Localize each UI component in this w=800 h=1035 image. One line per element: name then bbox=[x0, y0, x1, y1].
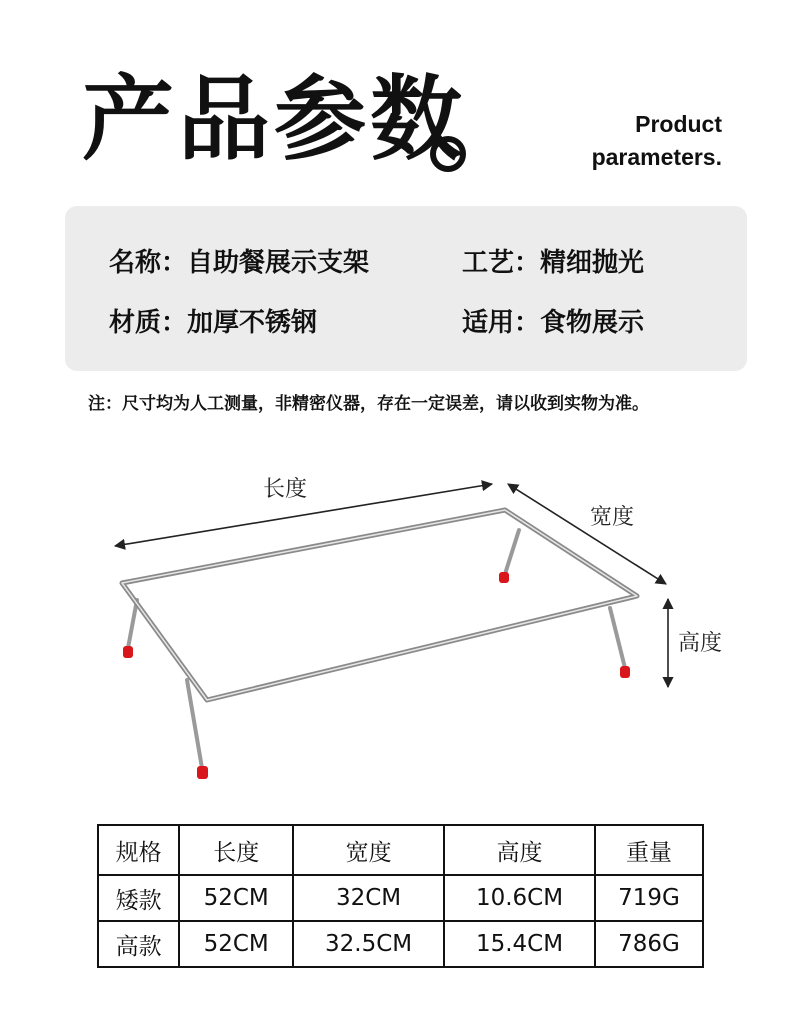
param-material-value: 加厚不锈钢 bbox=[187, 308, 318, 338]
param-name-value: 自助餐展示支架 bbox=[187, 248, 370, 278]
param-craft-value: 精细抛光 bbox=[540, 248, 645, 278]
table-header-cell: 重量 bbox=[595, 825, 703, 875]
english-title bbox=[592, 108, 722, 173]
table-row bbox=[98, 875, 703, 921]
length-label: 长度 bbox=[263, 477, 308, 502]
product-diagram bbox=[0, 450, 800, 800]
table-header-cell: 长度 bbox=[179, 825, 293, 875]
param-usage bbox=[462, 302, 644, 339]
param-craft-label: 工艺： bbox=[462, 248, 541, 278]
param-material bbox=[109, 302, 317, 339]
table-cell: 32.5CM bbox=[293, 921, 444, 967]
rack-frame bbox=[122, 510, 637, 700]
table-cell: 矮款 bbox=[98, 875, 179, 921]
params-panel bbox=[65, 206, 747, 371]
param-name bbox=[109, 242, 369, 279]
table-cell: 52CM bbox=[179, 875, 293, 921]
param-name-label: 名称： bbox=[109, 248, 188, 278]
english-title-line-2: parameters. bbox=[591, 143, 722, 170]
table-cell: 786G bbox=[595, 921, 703, 967]
param-craft bbox=[462, 242, 644, 279]
param-usage-label: 适用： bbox=[462, 308, 541, 338]
height-label: 高度 bbox=[678, 631, 723, 656]
page-title: 产品参数 bbox=[82, 66, 467, 173]
width-label: 宽度 bbox=[590, 505, 635, 530]
table-cell: 10.6CM bbox=[444, 875, 595, 921]
title-dot-decoration bbox=[430, 136, 466, 172]
english-title-line-1: Product bbox=[635, 111, 722, 137]
table-header-cell: 高度 bbox=[444, 825, 595, 875]
table-header-cell: 规格 bbox=[98, 825, 179, 875]
table-header-row bbox=[98, 825, 703, 875]
measurement-note: 注：尺寸均为人工测量，非精密仪器，存在一定误差，请以收到实物为准。 bbox=[88, 394, 649, 414]
param-usage-value: 食物展示 bbox=[540, 308, 645, 338]
table-cell: 52CM bbox=[179, 921, 293, 967]
table-row bbox=[98, 921, 703, 967]
table-header-cell: 宽度 bbox=[293, 825, 444, 875]
table-cell: 15.4CM bbox=[444, 921, 595, 967]
spec-table bbox=[97, 824, 704, 968]
param-material-label: 材质： bbox=[109, 308, 188, 338]
width-dimension-line bbox=[508, 484, 666, 584]
table-cell: 高款 bbox=[98, 921, 179, 967]
table-cell: 719G bbox=[595, 875, 703, 921]
table-cell: 32CM bbox=[293, 875, 444, 921]
